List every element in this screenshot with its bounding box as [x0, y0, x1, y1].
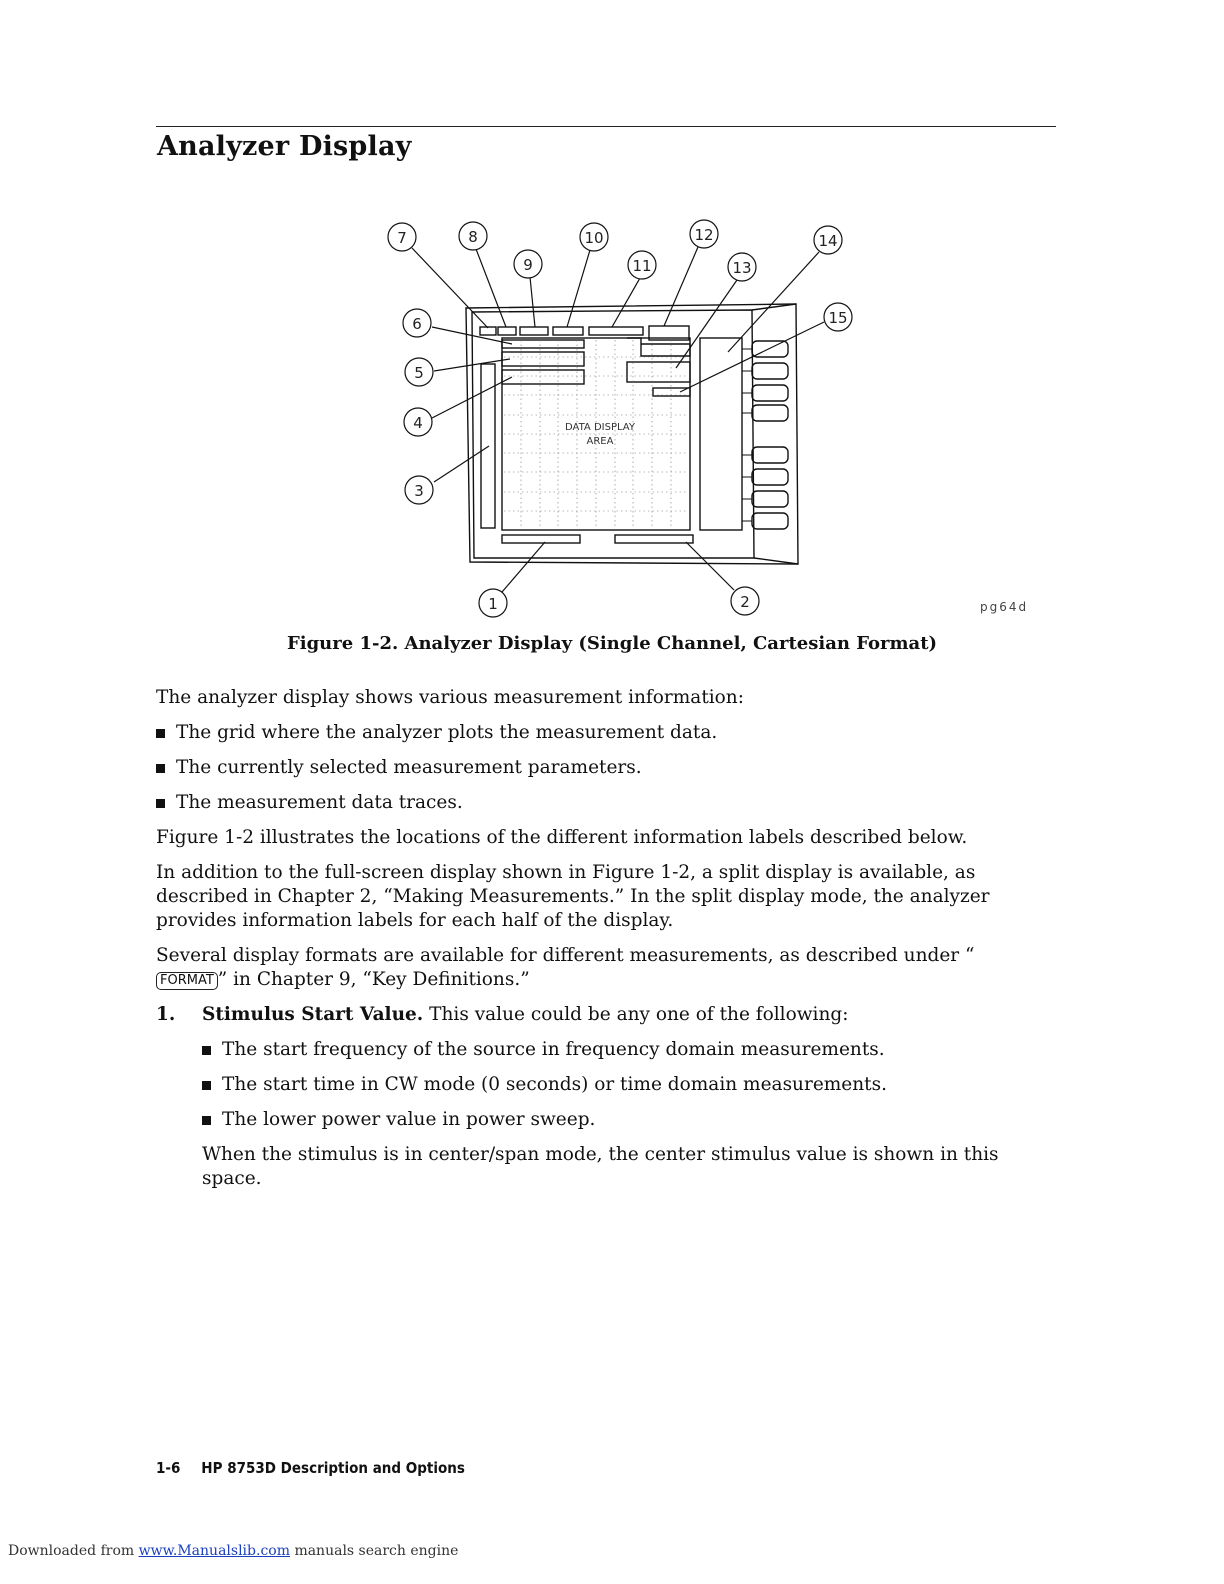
callout-9: 9: [523, 256, 533, 274]
callout-4: 4: [413, 414, 423, 432]
callout-13: 13: [732, 259, 752, 277]
list-item: The grid where the analyzer plots the measurement data.: [156, 721, 1036, 745]
manualslib-link[interactable]: www.Manualslib.com: [138, 1543, 290, 1559]
paragraph-figure-ref: Figure 1-2 illustrates the locations of the different information labels described below.: [156, 827, 968, 848]
list-item: The measurement data traces.: [156, 791, 1036, 815]
list-item: The start time in CW mode (0 seconds) or time domain measurements.: [202, 1073, 1036, 1097]
page-footer: [156, 1459, 465, 1477]
item-number: 1.: [156, 1004, 176, 1025]
analyzer-display-figure: [380, 218, 860, 628]
footer-title: HP 8753D Description and Options: [201, 1459, 465, 1477]
callout-7: 7: [397, 229, 407, 247]
callout-6: 6: [412, 315, 422, 333]
callout-14: 14: [818, 232, 838, 250]
item-text: This value could be any one of the following:: [429, 1004, 849, 1025]
item-1-bullet-list: [156, 1038, 1036, 1132]
download-notice: Downloaded from www.Manualslib.com manuals search engine: [8, 1543, 459, 1559]
item-term: Stimulus Start Value.: [202, 1004, 424, 1025]
format-key-label: FORMAT: [156, 972, 218, 990]
intro-bullet-list: [156, 721, 1036, 815]
callout-8: 8: [468, 228, 478, 246]
list-item: The currently selected measurement parameters.: [156, 756, 1036, 780]
display-area-label-line1: DATA DISPLAY: [565, 422, 635, 433]
callout-1: 1: [488, 595, 498, 613]
list-item: The start frequency of the source in frequency domain measurements.: [202, 1038, 1036, 1062]
figure-caption: Figure 1-2. Analyzer Display (Single Channel, Cartesian Format): [286, 633, 938, 654]
item-1-stimulus-start: [156, 1003, 1036, 1027]
callout-3: 3: [414, 482, 424, 500]
page-number: 1-6: [156, 1459, 181, 1477]
list-item: The lower power value in power sweep.: [202, 1108, 1036, 1132]
paragraph-split-display: In addition to the full-screen display shown in Figure 1-2, a split display is available, as described in Chapter 2, “Making Measurements.” In the split display mode, the analyzer provides information labels for each half of the display.: [156, 862, 990, 931]
callout-15: 15: [828, 309, 848, 327]
body-text: [156, 686, 1036, 1202]
callout-2: 2: [740, 593, 750, 611]
figure-code: pg64d: [980, 600, 1029, 614]
paragraph-display-formats: Several display formats are available for different measurements, as described under “FORMAT ” in Chapter 9, “Key Definitions.”: [156, 945, 975, 990]
header-rule: [156, 126, 1056, 127]
callout-11: 11: [632, 257, 652, 275]
callout-10: 10: [584, 229, 604, 247]
callout-5: 5: [414, 364, 424, 382]
display-area-label-line2: AREA: [586, 436, 614, 447]
section-title: Analyzer Display: [157, 131, 412, 162]
item-1-note: When the stimulus is in center/span mode, the center stimulus value is shown in this space.: [202, 1144, 999, 1189]
intro-paragraph: The analyzer display shows various measurement information:: [156, 687, 744, 708]
callout-12: 12: [694, 226, 714, 244]
